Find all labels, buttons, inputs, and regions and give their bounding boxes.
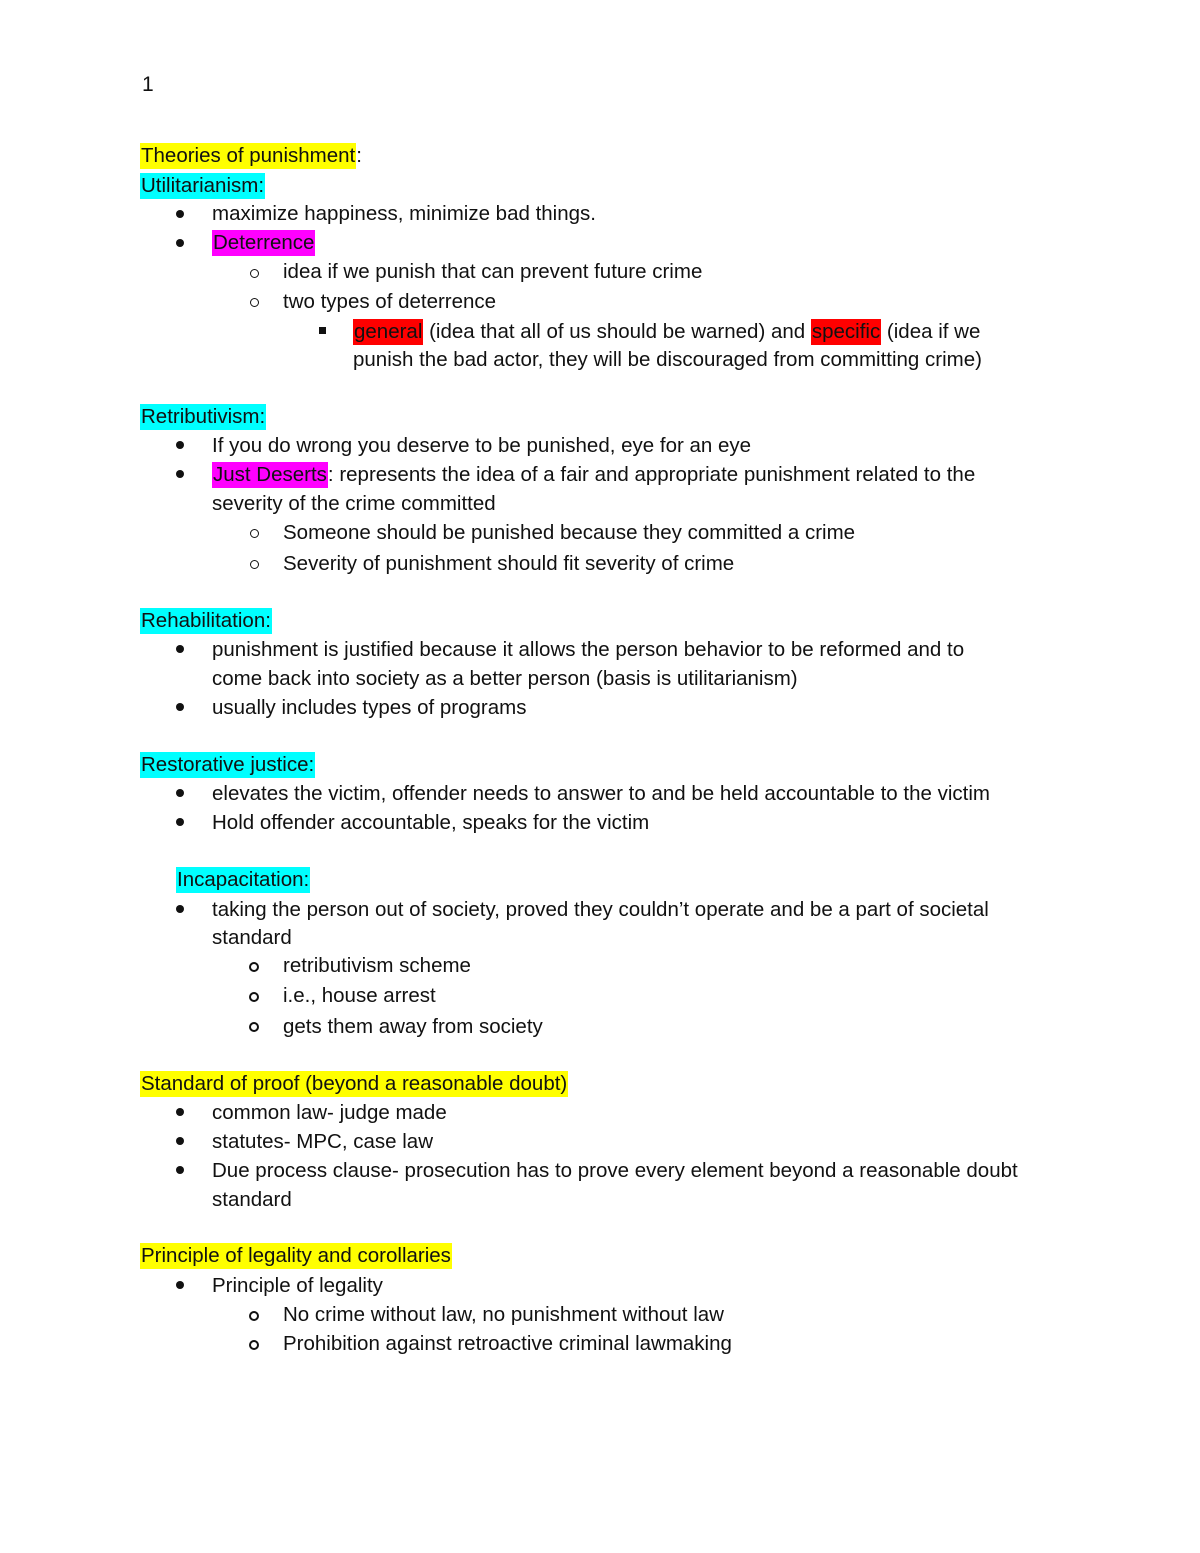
legality-item-1: Principle of legality	[212, 1274, 383, 1297]
bullet-circle-icon	[249, 962, 259, 972]
rehabilitation-heading	[140, 608, 272, 634]
deterrence-subitem-1: idea if we punish that can prevent future crime	[283, 260, 703, 283]
bullet-disc-icon	[176, 645, 184, 653]
deterrence-subitem-2: two types of deterrence	[283, 290, 497, 313]
standard-of-proof-item-3-continuation: standard	[212, 1188, 292, 1211]
bullet-disc-icon	[176, 1281, 184, 1289]
bullet-circle-icon	[250, 529, 259, 538]
just-deserts-subitem-2: Severity of punishment should fit severity of crime	[283, 552, 735, 575]
restorative-item-2: Hold offender accountable, speaks for the victim	[212, 811, 650, 834]
just-deserts-term: Just Deserts	[213, 463, 327, 486]
standard-of-proof-heading	[140, 1071, 568, 1097]
bullet-circle-icon	[249, 1311, 259, 1321]
bullet-disc-icon	[176, 905, 184, 913]
incapacitation-item-1: taking the person out of society, proved they couldn’t operate and be a part of societal	[212, 898, 989, 921]
rehabilitation-item-2: usually includes types of programs	[212, 696, 527, 719]
bullet-circle-icon	[250, 269, 259, 278]
incapacitation-subitem-3: gets them away from society	[283, 1015, 543, 1038]
bullet-disc-icon	[176, 818, 184, 826]
incapacitation-item-1-continuation: standard	[212, 926, 292, 949]
bullet-disc-icon	[176, 239, 184, 247]
bullet-circle-icon	[250, 298, 259, 307]
retributivism-heading	[140, 404, 266, 430]
bullet-disc-icon	[176, 441, 184, 449]
retributivism-heading-text: Retributivism:	[141, 405, 266, 428]
bullet-disc-icon	[176, 1137, 184, 1145]
incapacitation-heading-text: Incapacitation:	[177, 868, 310, 891]
retributivism-item-2-continuation: severity of the crime committed	[212, 492, 496, 515]
general-definition: (idea that all of us should be warned) and	[423, 320, 811, 343]
bullet-square-icon	[319, 327, 326, 334]
bullet-disc-icon	[176, 470, 184, 478]
general-term: general	[354, 320, 423, 343]
restorative-heading-text: Restorative justice:	[141, 753, 315, 776]
legality-subitem-2: Prohibition against retroactive criminal lawmaking	[283, 1332, 732, 1355]
title-highlight: Theories of punishment	[141, 144, 356, 167]
standard-of-proof-heading-text: Standard of proof (beyond a reasonable doubt)	[141, 1072, 568, 1095]
retributivism-item-1: If you do wrong you deserve to be punished, eye for an eye	[212, 434, 752, 457]
deterrence-types-item	[353, 319, 980, 345]
bullet-circle-icon	[249, 1340, 259, 1350]
legality-subitem-1: No crime without law, no punishment without law	[283, 1303, 724, 1326]
incapacitation-subitem-1: retributivism scheme	[283, 954, 471, 977]
standard-of-proof-item-2: statutes- MPC, case law	[212, 1130, 434, 1153]
just-deserts-definition: : represents the idea of a fair and appropriate punishment related to the	[327, 463, 976, 486]
bullet-circle-icon	[250, 560, 259, 569]
legality-heading-text: Principle of legality and corollaries	[141, 1244, 451, 1267]
legality-heading	[140, 1243, 452, 1269]
standard-of-proof-item-3: Due process clause- prosecution has to prove every element beyond a reasonable doubt	[212, 1159, 1018, 1182]
restorative-item-1: elevates the victim, offender needs to answer to and be held accountable to the victim	[212, 782, 990, 805]
bullet-circle-icon	[249, 992, 259, 1002]
restorative-heading	[140, 752, 315, 778]
utilitarianism-item-1: maximize happiness, minimize bad things.	[212, 202, 596, 225]
retributivism-item-2	[212, 462, 975, 488]
specific-definition: (idea if we	[881, 320, 981, 343]
rehabilitation-item-1: punishment is justified because it allows the person behavior to be reformed and to	[212, 638, 965, 661]
specific-term: specific	[811, 320, 881, 343]
bullet-disc-icon	[176, 703, 184, 711]
utilitarianism-heading-text: Utilitarianism:	[141, 174, 265, 197]
rehabilitation-heading-text: Rehabilitation:	[141, 609, 271, 632]
title-colon: :	[356, 144, 362, 167]
bullet-disc-icon	[176, 1108, 184, 1116]
just-deserts-subitem-1: Someone should be punished because they committed a crime	[283, 521, 856, 544]
bullet-circle-icon	[249, 1022, 259, 1032]
bullet-disc-icon	[176, 789, 184, 797]
bullet-disc-icon	[176, 1166, 184, 1174]
utilitarianism-heading	[140, 173, 265, 199]
standard-of-proof-item-1: common law- judge made	[212, 1101, 447, 1124]
incapacitation-subitem-2: i.e., house arrest	[283, 984, 436, 1007]
deterrence-term: Deterrence	[213, 231, 315, 254]
incapacitation-heading	[176, 867, 310, 893]
deterrence-types-continuation: punish the bad actor, they will be discouraged from committing crime)	[353, 348, 982, 371]
bullet-disc-icon	[176, 210, 184, 218]
rehabilitation-item-1-continuation: come back into society as a better person (basis is utilitarianism)	[212, 667, 798, 690]
page-number: 1	[142, 73, 154, 96]
utilitarianism-item-2	[212, 230, 315, 256]
document-title	[140, 143, 362, 169]
